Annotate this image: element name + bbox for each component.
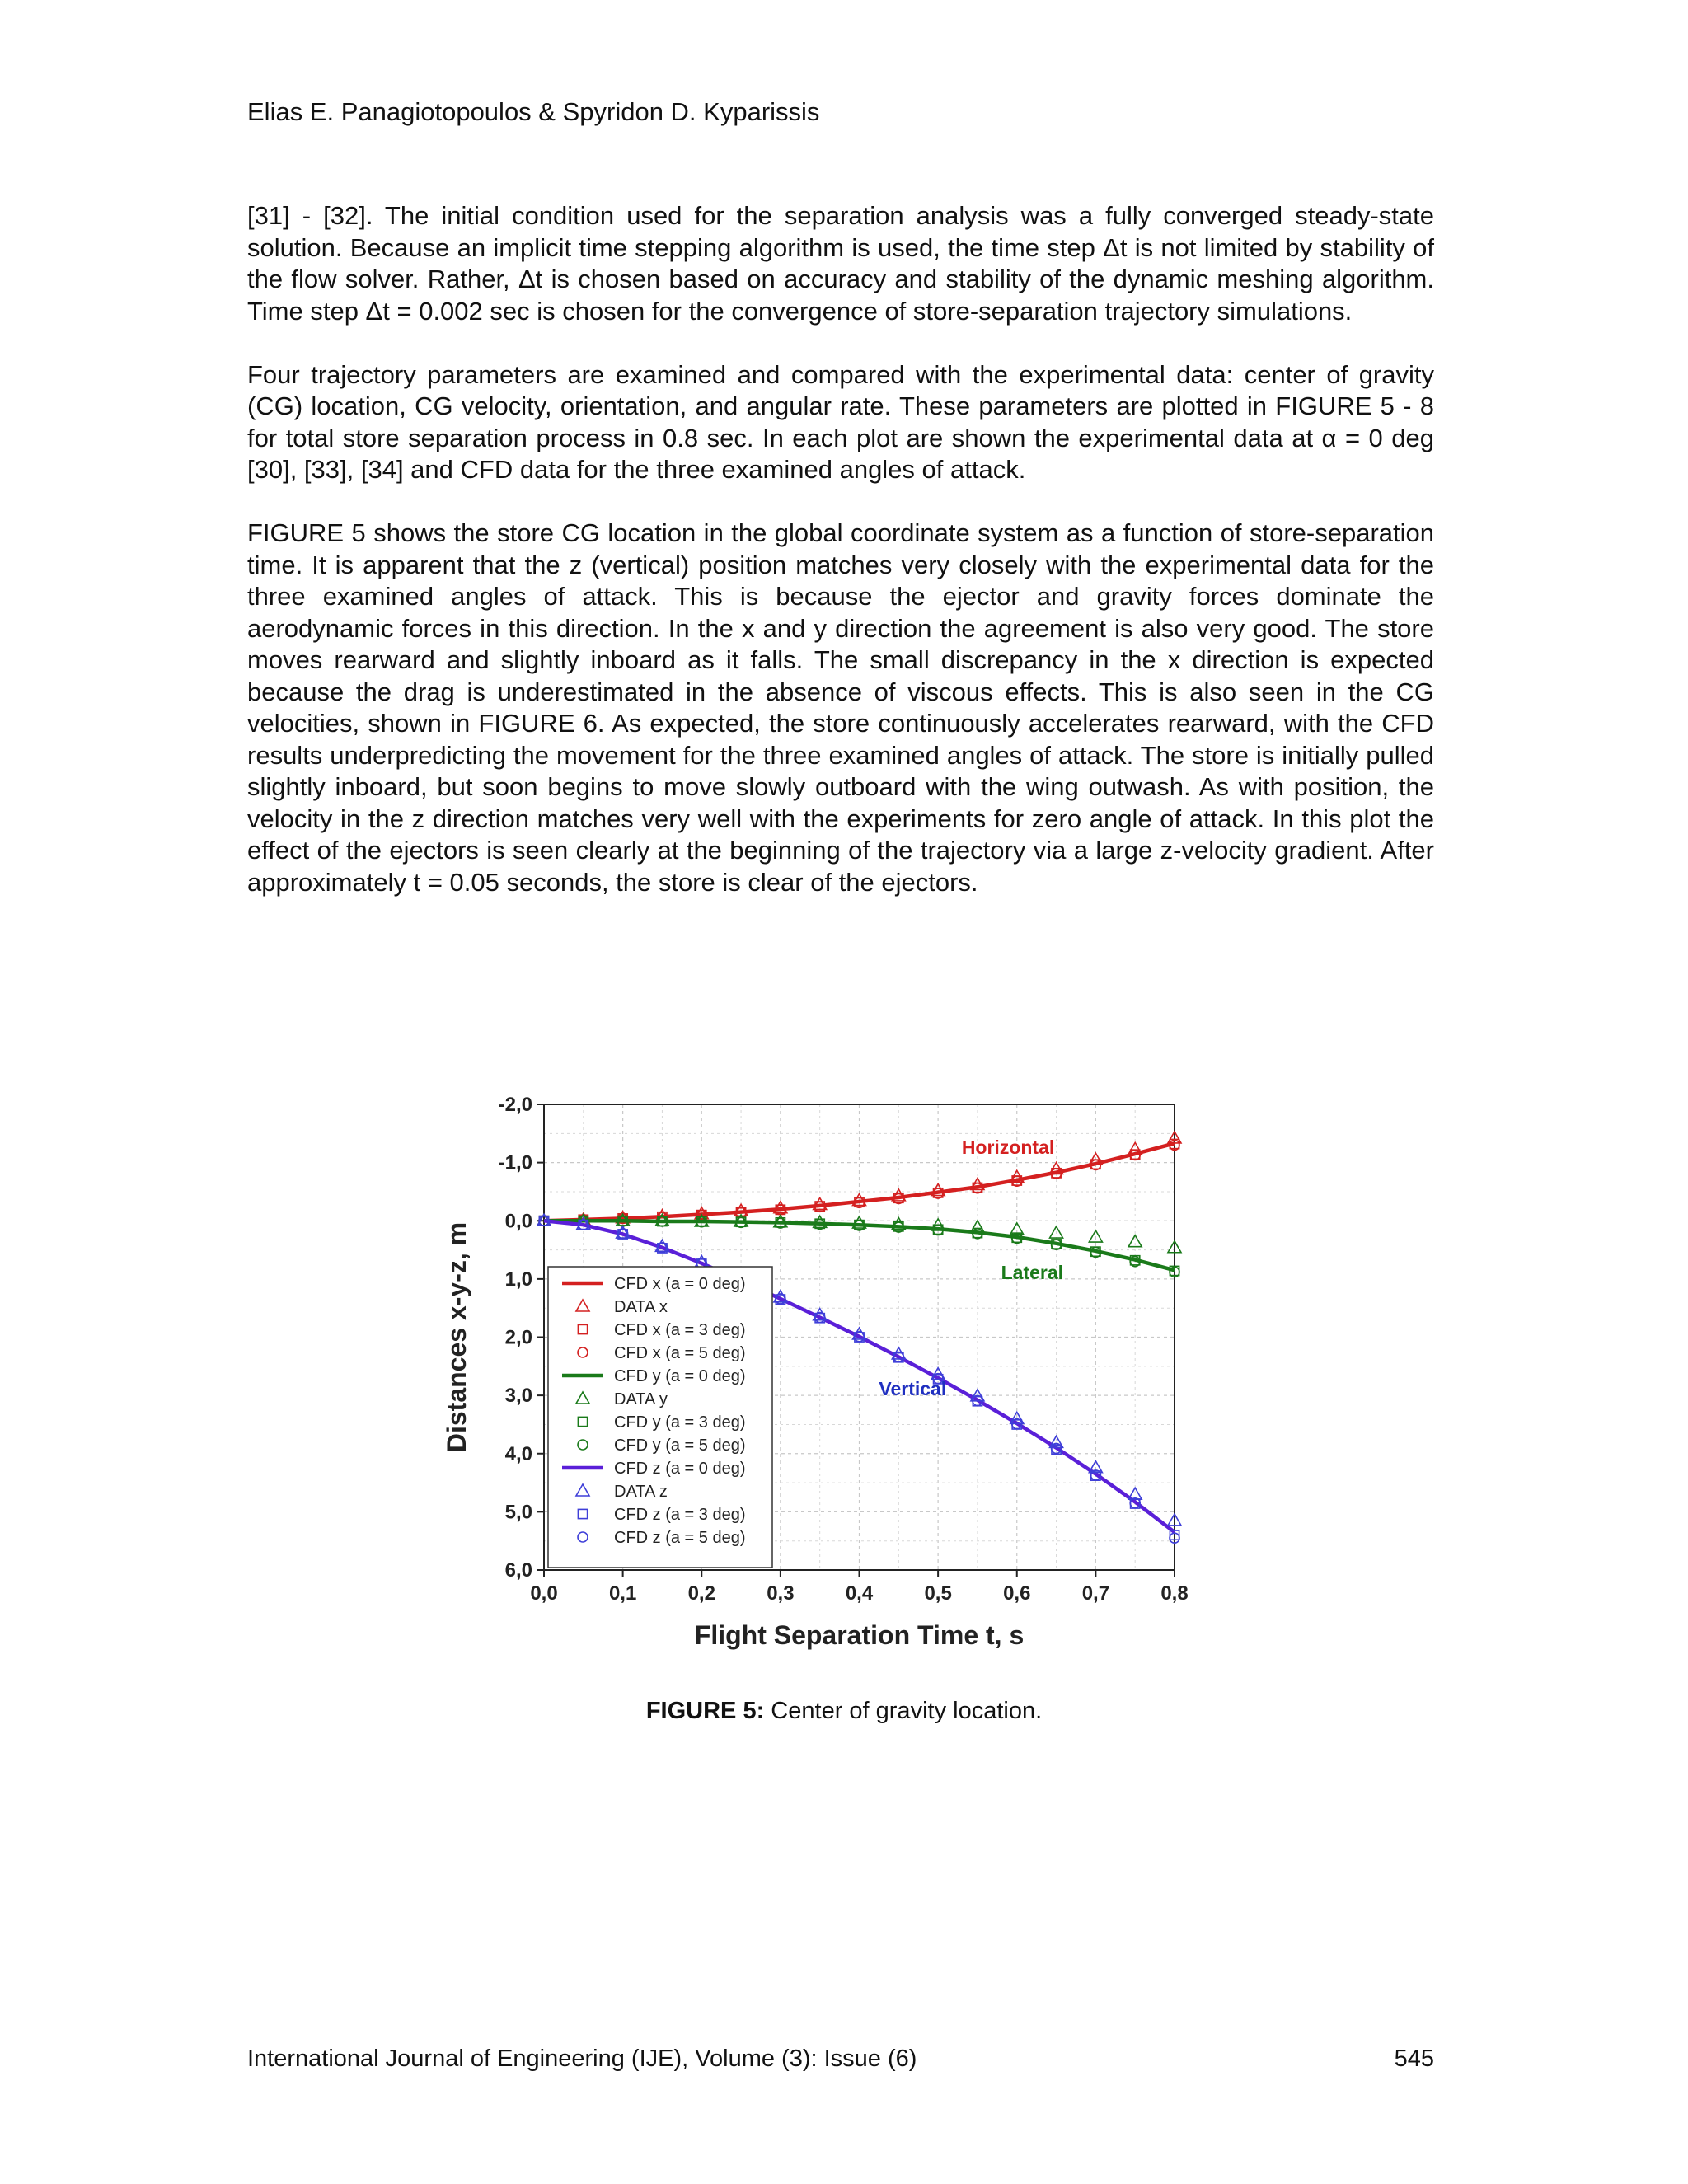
paragraph: [31] - [32]. The initial condition used for the separation analysis was a fully converged steady-state solution. Because an implicit time stepping algorithm is used, the time step Δt is not limited by stability of the flow solver. Rather, Δt is chosen based on accuracy and stability of the dynamic meshing algorithm. Time step Δt = 0.002 sec is chosen for the convergence of store-separation trajectory simulations. — [247, 201, 1434, 326]
y-tick-label: 4,0 — [504, 1442, 532, 1465]
running-header: Elias E. Panagiotopoulos & Spyridon D. Kyparissis — [247, 97, 820, 126]
x-tick-label: 0,1 — [608, 1582, 637, 1605]
legend-entry-label: CFD x (a = 3 deg) — [614, 1321, 746, 1339]
cg-location-chart — [429, 1071, 1220, 1665]
figure-caption-label: FIGURE 5: — [645, 1698, 765, 1724]
y-axis-label: Distances x-y-z, m — [442, 1221, 471, 1453]
legend-entry-label: CFD y (a = 3 deg) — [614, 1413, 746, 1432]
page-footer — [247, 2046, 1434, 2073]
annotation-label: Lateral — [1001, 1261, 1064, 1283]
legend-entry-label: CFD z (a = 5 deg) — [614, 1529, 746, 1547]
x-tick-label: 0,4 — [845, 1582, 874, 1605]
legend-entry-label: DATA y — [614, 1390, 668, 1408]
x-tick-label: 0,7 — [1081, 1582, 1110, 1605]
y-tick-label: 1,0 — [504, 1268, 532, 1291]
body-text — [247, 200, 1434, 930]
y-tick-label: -2,0 — [498, 1094, 532, 1116]
annotation-label: Horizontal — [961, 1137, 1055, 1159]
x-tick-label: 0,5 — [924, 1582, 952, 1605]
y-tick-label: -1,0 — [498, 1151, 532, 1174]
x-axis-label: Flight Separation Time t, s — [694, 1620, 1025, 1650]
series-line-x — [544, 1143, 1175, 1221]
figure-caption-text: Center of gravity location. — [764, 1698, 1043, 1724]
legend-entry-label: CFD y (a = 0 deg) — [614, 1367, 746, 1385]
legend-entry-label: CFD z (a = 0 deg) — [614, 1460, 746, 1478]
y-tick-label: 2,0 — [504, 1326, 532, 1349]
legend-entry-label: CFD y (a = 5 deg) — [614, 1436, 746, 1455]
x-tick-label: 0,3 — [767, 1582, 795, 1605]
y-tick-label: 0,0 — [504, 1210, 532, 1233]
paragraph: Four trajectory parameters are examined and compared with the experimental data: center of gravity (CG) location, CG velocity, orientation, and angular rate. These parameters are plotted in FIGURE 5 - 8 for total store separation process in 0.8 sec. In each plot are shown the experimental data at α = 0 deg [30], [33], [34] and CFD data for the three examined angles of attack. — [247, 359, 1434, 484]
y-tick-label: 6,0 — [504, 1559, 532, 1582]
x-tick-label: 0,2 — [687, 1582, 715, 1605]
legend-entry-label: CFD x (a = 5 deg) — [614, 1344, 746, 1362]
legend-entry-label: DATA z — [614, 1483, 668, 1501]
y-tick-label: 5,0 — [504, 1501, 532, 1524]
figure-caption — [0, 1698, 1688, 1725]
y-tick-label: 3,0 — [504, 1385, 532, 1408]
x-tick-label: 0,8 — [1160, 1582, 1189, 1605]
footer-page-number: 545 — [1394, 2046, 1434, 2072]
paragraph: FIGURE 5 shows the store CG location in the global coordinate system as a function of store-separation time. It is apparent that the z (vertical) position matches very closely with the experimental data for the three examined angles of attack. This is because the ejector and gravity forces dominate the aerodynamic forces in this direction. In the x and y direction the agreement is also very good. The store moves rearward and slightly inboard as it falls. The small discrepancy in the x direction is expected because the drag is underestimated in the absence of viscous effects. This is also seen in the CG velocities, shown in FIGURE 6. As expected, the store continuously accelerates rearward, with the CFD results underpredicting the movement for the three examined angles of attack. The store is initially pulled slightly inboard, but soon begins to move slowly outboard with the wing outwash. As with position, the velocity in the z direction matches very well with the experiments for zero angle of attack. In this plot the effect of the ejectors is seen clearly at the beginning of the trajectory via a large z-velocity gradient. After approximately t = 0.05 seconds, the store is clear of the ejectors. — [247, 518, 1434, 897]
x-tick-label: 0,6 — [1003, 1582, 1031, 1605]
legend-entry-label: CFD z (a = 3 deg) — [614, 1506, 746, 1524]
footer-journal: International Journal of Engineering (IJE), Volume (3): Issue (6) — [247, 2046, 917, 2072]
annotation-label: Vertical — [879, 1378, 947, 1400]
x-tick-label: 0,0 — [530, 1582, 558, 1605]
legend-entry-label: DATA x — [614, 1298, 668, 1316]
legend-entry-label: CFD x (a = 0 deg) — [614, 1275, 746, 1293]
